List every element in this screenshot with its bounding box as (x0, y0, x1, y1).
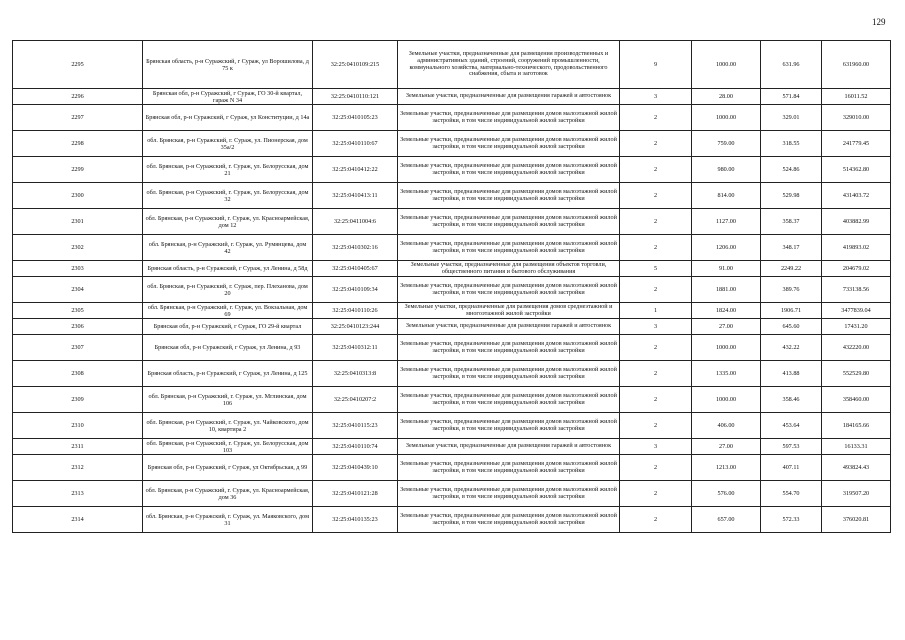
table-row (13, 105, 891, 131)
land-purpose-cell: Земельные участки, предназначенные для размещения домов малоэтажной жилой застройки, в том числе индивидуальной жилой застройки (398, 481, 620, 507)
group-cell: 1 (620, 303, 692, 319)
row-number-cell: 2311 (13, 439, 143, 455)
table-row (13, 235, 891, 261)
cadastral-number-cell: 32:25:0410405:67 (313, 261, 398, 277)
specific-value-cell: 348.17 (761, 235, 822, 261)
cadastral-value-cell: 204679.02 (822, 261, 891, 277)
table-row (13, 439, 891, 455)
cadastral-value-cell: 419893.02 (822, 235, 891, 261)
specific-value-cell: 453.64 (761, 413, 822, 439)
specific-value-cell: 597.53 (761, 439, 822, 455)
land-purpose-cell: Земельные участки, предназначенные для размещения домов малоэтажной жилой застройки, в том числе индивидуальной жилой застройки (398, 387, 620, 413)
address-cell: обл. Брянская, р-н Суражский, г. Сураж, ул. Белорусская, дом 21 (143, 157, 313, 183)
table-row (13, 209, 891, 235)
land-purpose-cell: Земельные участки, предназначенные для размещения производственных и административных зданий, строений, сооружений промышленности, коммунального хозяйства, материально-технического, продовольственного снабжения, сбыта и заготовок (398, 41, 620, 89)
row-number-cell: 2307 (13, 335, 143, 361)
group-cell: 3 (620, 319, 692, 335)
row-number-cell: 2298 (13, 131, 143, 157)
group-cell: 2 (620, 387, 692, 413)
table-row (13, 507, 891, 533)
group-cell: 9 (620, 41, 692, 89)
address-cell: обл. Брянская, р-н Суражский, г. Сураж, пер. Плеханова, дом 20 (143, 277, 313, 303)
address-cell: обл. Брянская, р-н Суражский, г. Сураж, ул. Маяковского, дом 31 (143, 507, 313, 533)
cadastral-number-cell: 32:25:0410313:8 (313, 361, 398, 387)
row-number-cell: 2296 (13, 89, 143, 105)
area-cell: 759.00 (692, 131, 761, 157)
table-row (13, 303, 891, 319)
area-cell: 657.00 (692, 507, 761, 533)
area-cell: 576.00 (692, 481, 761, 507)
address-cell: Брянская обл, р-н Суражский, г Сураж, ул Ленина, д 93 (143, 335, 313, 361)
cadastral-number-cell: 32:25:0410135:23 (313, 507, 398, 533)
table-row (13, 361, 891, 387)
table-row (13, 455, 891, 481)
group-cell: 2 (620, 507, 692, 533)
land-purpose-cell: Земельные участки, предназначенные для размещения домов малоэтажной жилой застройки, в том числе индивидуальной жилой застройки (398, 105, 620, 131)
land-purpose-cell: Земельные участки, предназначенные для размещения домов малоэтажной жилой застройки, в том числе индивидуальной жилой застройки (398, 183, 620, 209)
row-number-cell: 2305 (13, 303, 143, 319)
specific-value-cell: 358.37 (761, 209, 822, 235)
area-cell: 1000.00 (692, 387, 761, 413)
address-cell: Брянская обл, р-н Суражский, г Сураж, ГО 30-й квартал, гараж N 34 (143, 89, 313, 105)
specific-value-cell: 554.70 (761, 481, 822, 507)
specific-value-cell: 1906.71 (761, 303, 822, 319)
group-cell: 2 (620, 413, 692, 439)
cadastral-number-cell: 32:25:0410109:34 (313, 277, 398, 303)
group-cell: 2 (620, 183, 692, 209)
cadastral-value-cell: 432220.00 (822, 335, 891, 361)
land-purpose-cell: Земельные участки, предназначенные для размещения гаражей и автостоянок (398, 439, 620, 455)
group-cell: 2 (620, 105, 692, 131)
table-row (13, 183, 891, 209)
land-purpose-cell: Земельные участки, предназначенные для размещения домов малоэтажной жилой застройки, в том числе индивидуальной жилой застройки (398, 235, 620, 261)
group-cell: 2 (620, 335, 692, 361)
cadastral-value-cell: 184165.66 (822, 413, 891, 439)
cadastral-value-cell: 16011.52 (822, 89, 891, 105)
address-cell: обл. Брянская, р-н Суражский, г. Сураж, ул. Пионерская, дом 35а/2 (143, 131, 313, 157)
row-number-cell: 2302 (13, 235, 143, 261)
cadastral-number-cell: 32:25:0410123:244 (313, 319, 398, 335)
row-number-cell: 2310 (13, 413, 143, 439)
cadastral-number-cell: 32:25:0410110:121 (313, 89, 398, 105)
cadastral-number-cell: 32:25:0411004:6 (313, 209, 398, 235)
address-cell: обл. Брянская, р-н Суражский, г. Сураж, ул. Вокзальная, дом 69 (143, 303, 313, 319)
area-cell: 1213.00 (692, 455, 761, 481)
row-number-cell: 2295 (13, 41, 143, 89)
cadastral-value-cell: 514362.80 (822, 157, 891, 183)
cadastral-number-cell: 32:25:0410105:23 (313, 105, 398, 131)
cadastral-value-cell: 431403.72 (822, 183, 891, 209)
address-cell: обл. Брянская, р-н Суражский, г. Сураж, ул. Красноармейская, дом 36 (143, 481, 313, 507)
cadastral-number-cell: 32:25:0410110:67 (313, 131, 398, 157)
specific-value-cell: 318.55 (761, 131, 822, 157)
group-cell: 2 (620, 361, 692, 387)
group-cell: 3 (620, 89, 692, 105)
area-cell: 27.00 (692, 439, 761, 455)
table-row (13, 131, 891, 157)
specific-value-cell: 432.22 (761, 335, 822, 361)
cadastral-value-cell: 733138.56 (822, 277, 891, 303)
specific-value-cell: 413.88 (761, 361, 822, 387)
cadastral-number-cell: 32:25:0410109:215 (313, 41, 398, 89)
row-number-cell: 2306 (13, 319, 143, 335)
cadastral-number-cell: 32:25:0410207:2 (313, 387, 398, 413)
specific-value-cell: 529.98 (761, 183, 822, 209)
page-number: 129 (872, 17, 886, 27)
area-cell: 91.00 (692, 261, 761, 277)
address-cell: обл. Брянская, р-н Суражский, г. Сураж, ул. Румянцева, дом 42 (143, 235, 313, 261)
table-row (13, 261, 891, 277)
land-purpose-cell: Земельные участки, предназначенные для размещения домов малоэтажной жилой застройки, в том числе индивидуальной жилой застройки (398, 277, 620, 303)
cadastral-number-cell: 32:25:0410110:74 (313, 439, 398, 455)
row-number-cell: 2308 (13, 361, 143, 387)
address-cell: Брянская область, р-н Суражский, г Сураж, ул Ленина, д 58д (143, 261, 313, 277)
table-body (13, 41, 891, 533)
cadastral-number-cell: 32:25:0410121:28 (313, 481, 398, 507)
row-number-cell: 2297 (13, 105, 143, 131)
area-cell: 27.00 (692, 319, 761, 335)
cadastral-value-cell: 3477839.04 (822, 303, 891, 319)
land-purpose-cell: Земельные участки, предназначенные для размещения домов малоэтажной жилой застройки, в том числе индивидуальной жилой застройки (398, 131, 620, 157)
land-purpose-cell: Земельные участки, предназначенные для размещения домов среднеэтажной и многоэтажной жилой застройки (398, 303, 620, 319)
area-cell: 406.00 (692, 413, 761, 439)
address-cell: обл. Брянская, р-н Суражский, г. Сураж, ул. Белорусская, дом 103 (143, 439, 313, 455)
area-cell: 980.00 (692, 157, 761, 183)
land-purpose-cell: Земельные участки, предназначенные для размещения домов малоэтажной жилой застройки, в том числе индивидуальной жилой застройки (398, 157, 620, 183)
group-cell: 2 (620, 235, 692, 261)
cadastral-value-cell: 319507.20 (822, 481, 891, 507)
land-purpose-cell: Земельные участки, предназначенные для размещения гаражей и автостоянок (398, 319, 620, 335)
cadastral-number-cell: 32:25:0410439:10 (313, 455, 398, 481)
cadastral-value-table (12, 40, 891, 533)
land-purpose-cell: Земельные участки, предназначенные для размещения гаражей и автостоянок (398, 89, 620, 105)
land-purpose-cell: Земельные участки, предназначенные для размещения домов малоэтажной жилой застройки, в том числе индивидуальной жилой застройки (398, 455, 620, 481)
specific-value-cell: 524.86 (761, 157, 822, 183)
table-row (13, 319, 891, 335)
group-cell: 2 (620, 277, 692, 303)
area-cell: 1000.00 (692, 335, 761, 361)
group-cell: 2 (620, 131, 692, 157)
table-row (13, 387, 891, 413)
cadastral-value-cell: 241779.45 (822, 131, 891, 157)
cadastral-value-cell: 17431.20 (822, 319, 891, 335)
cadastral-number-cell: 32:25:0410302:16 (313, 235, 398, 261)
address-cell: обл. Брянская, р-н Суражский, г. Сураж, ул. Чайковского, дом 10, квартира 2 (143, 413, 313, 439)
row-number-cell: 2314 (13, 507, 143, 533)
cadastral-value-cell: 403882.99 (822, 209, 891, 235)
group-cell: 2 (620, 157, 692, 183)
land-purpose-cell: Земельные участки, предназначенные для размещения объектов торговли, общественного питания и бытового обслуживания (398, 261, 620, 277)
row-number-cell: 2312 (13, 455, 143, 481)
address-cell: Брянская область, р-н Суражский, г Сураж, ул Ворошилова, д 75 к (143, 41, 313, 89)
table-row (13, 41, 891, 89)
area-cell: 28.00 (692, 89, 761, 105)
land-purpose-cell: Земельные участки, предназначенные для размещения домов малоэтажной жилой застройки, в том числе индивидуальной жилой застройки (398, 361, 620, 387)
row-number-cell: 2313 (13, 481, 143, 507)
cadastral-value-cell: 358460.00 (822, 387, 891, 413)
table-row (13, 277, 891, 303)
specific-value-cell: 571.84 (761, 89, 822, 105)
address-cell: обл. Брянская, р-н Суражский, г. Сураж, ул. Белорусская, дом 32 (143, 183, 313, 209)
land-purpose-cell: Земельные участки, предназначенные для размещения домов малоэтажной жилой застройки, в том числе индивидуальной жилой застройки (398, 335, 620, 361)
address-cell: Брянская обл, р-н Суражский, г Сураж, ГО 29-й квартал (143, 319, 313, 335)
specific-value-cell: 2249.22 (761, 261, 822, 277)
cadastral-value-cell: 631960.00 (822, 41, 891, 89)
group-cell: 2 (620, 481, 692, 507)
land-purpose-cell: Земельные участки, предназначенные для размещения домов малоэтажной жилой застройки, в том числе индивидуальной жилой застройки (398, 209, 620, 235)
land-purpose-cell: Земельные участки, предназначенные для размещения домов малоэтажной жилой застройки, в том числе индивидуальной жилой застройки (398, 507, 620, 533)
cadastral-value-cell: 376020.81 (822, 507, 891, 533)
cadastral-value-cell: 493824.43 (822, 455, 891, 481)
cadastral-value-cell: 329010.00 (822, 105, 891, 131)
area-cell: 814.00 (692, 183, 761, 209)
area-cell: 1127.00 (692, 209, 761, 235)
specific-value-cell: 572.33 (761, 507, 822, 533)
group-cell: 2 (620, 455, 692, 481)
specific-value-cell: 358.46 (761, 387, 822, 413)
area-cell: 1000.00 (692, 105, 761, 131)
land-purpose-cell: Земельные участки, предназначенные для размещения домов малоэтажной жилой застройки, в том числе индивидуальной жилой застройки (398, 413, 620, 439)
group-cell: 2 (620, 209, 692, 235)
address-cell: обл. Брянская, р-н Суражский, г. Сураж, ул. Мглинская, дом 106 (143, 387, 313, 413)
address-cell: Брянская обл, р-н Суражский, г Сураж, ул Конституции, д 14а (143, 105, 313, 131)
row-number-cell: 2301 (13, 209, 143, 235)
cadastral-number-cell: 32:25:0410413:11 (313, 183, 398, 209)
address-cell: Брянская область, р-н Суражский, г Сураж, ул Ленина, д 125 (143, 361, 313, 387)
address-cell: обл. Брянская, р-н Суражский, г. Сураж, ул. Красноармейская, дом 12 (143, 209, 313, 235)
table-row (13, 413, 891, 439)
table-row (13, 157, 891, 183)
area-cell: 1335.00 (692, 361, 761, 387)
specific-value-cell: 389.76 (761, 277, 822, 303)
table-row (13, 481, 891, 507)
row-number-cell: 2299 (13, 157, 143, 183)
row-number-cell: 2303 (13, 261, 143, 277)
specific-value-cell: 329.01 (761, 105, 822, 131)
address-cell: Брянская обл, р-н Суражский, г Сураж, ул Октябрьская, д 99 (143, 455, 313, 481)
row-number-cell: 2309 (13, 387, 143, 413)
row-number-cell: 2304 (13, 277, 143, 303)
area-cell: 1206.00 (692, 235, 761, 261)
area-cell: 1000.00 (692, 41, 761, 89)
table-row (13, 89, 891, 105)
cadastral-number-cell: 32:25:0410115:23 (313, 413, 398, 439)
group-cell: 5 (620, 261, 692, 277)
row-number-cell: 2300 (13, 183, 143, 209)
area-cell: 1824.00 (692, 303, 761, 319)
table-row (13, 335, 891, 361)
specific-value-cell: 645.60 (761, 319, 822, 335)
group-cell: 3 (620, 439, 692, 455)
cadastral-number-cell: 32:25:0410312:11 (313, 335, 398, 361)
area-cell: 1881.00 (692, 277, 761, 303)
cadastral-number-cell: 32:25:0410110:26 (313, 303, 398, 319)
specific-value-cell: 631.96 (761, 41, 822, 89)
specific-value-cell: 407.11 (761, 455, 822, 481)
cadastral-value-cell: 552529.80 (822, 361, 891, 387)
cadastral-value-cell: 16133.31 (822, 439, 891, 455)
cadastral-number-cell: 32:25:0410412:22 (313, 157, 398, 183)
